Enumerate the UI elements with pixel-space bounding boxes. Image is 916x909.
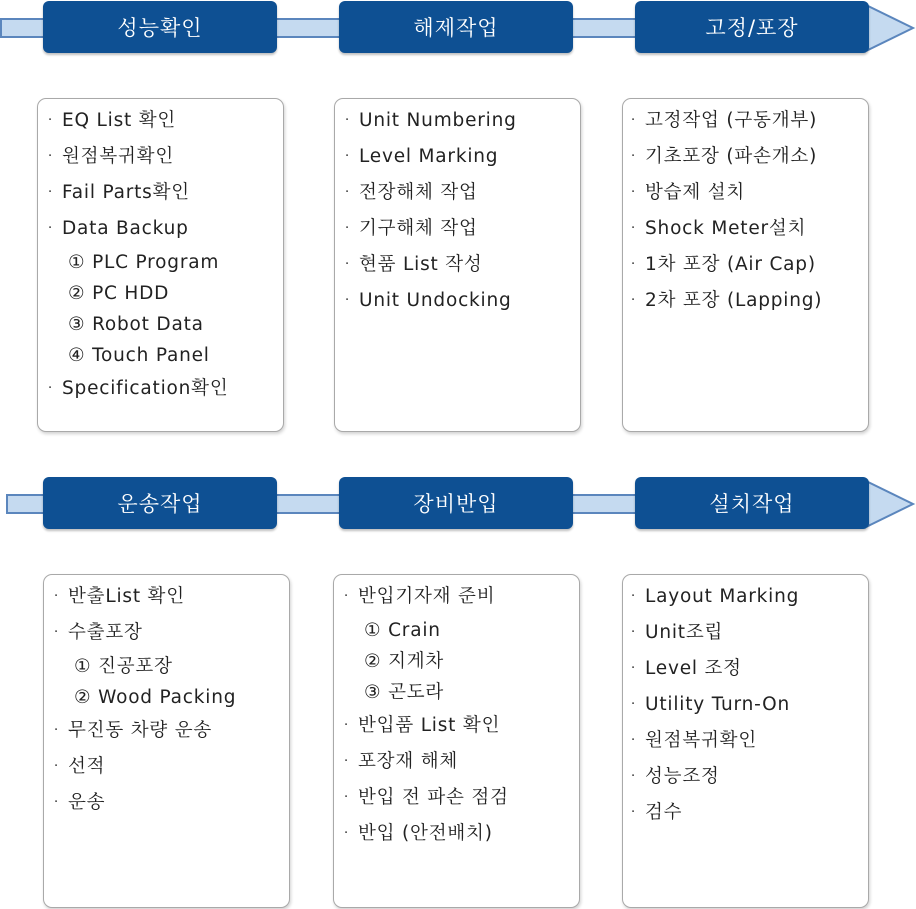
task-text: 방습제 설치 [645,182,746,203]
task-text: ④ Touch Panel [68,345,210,366]
task-item [48,211,283,247]
task-text: ③ 곤도라 [364,682,445,703]
task-text: 성능조정 [645,766,720,787]
task-text: 선적 [68,756,106,777]
task-list [631,103,868,319]
sub-task-item [54,651,289,682]
task-text: 전장해체 작업 [359,182,478,203]
task-item [344,816,579,852]
task-list [345,103,580,319]
sub-task-item [54,682,289,713]
task-text: 반입 (안전배치) [358,823,493,844]
task-item [48,103,283,139]
task-text: 2차 포장 (Lapping) [645,290,823,311]
task-text: 반출List 확인 [68,586,185,607]
task-item [344,579,579,615]
bullet-icon: · [345,293,350,308]
bullet-icon: · [345,221,350,236]
task-text: ① 진공포장 [74,656,173,677]
task-box-performance-check [37,98,284,432]
bullet-icon: · [631,805,636,820]
bullet-icon: · [631,625,636,640]
stage-performance-check: 성능확인 [43,1,277,53]
task-text: Level Marking [359,146,499,167]
task-item [631,759,868,795]
bullet-icon: · [631,221,636,236]
task-item [631,139,868,175]
task-box-equipment-carry-in [333,574,580,908]
task-text: ② PC HDD [68,283,170,304]
task-item [345,247,580,283]
bullet-icon: · [344,718,349,733]
sub-task-item [48,340,283,371]
bullet-icon: · [48,185,53,200]
task-text: ② Wood Packing [74,687,237,708]
task-item [631,615,868,651]
task-item [48,175,283,211]
bullet-icon: · [631,257,636,272]
bullet-icon: · [345,149,350,164]
task-text: 반입기자재 준비 [358,586,496,607]
task-box-installation [622,574,869,908]
task-text: Unit Undocking [359,290,512,311]
task-item [54,785,289,821]
task-text: Fail Parts확인 [62,182,190,203]
task-list [54,579,289,821]
bullet-icon: · [631,697,636,712]
task-text: Unit Numbering [359,110,517,131]
task-item [344,780,579,816]
task-text: Unit조립 [645,622,724,643]
bullet-icon: · [54,759,59,774]
task-text: 1차 포장 (Air Cap) [645,254,816,275]
stage-dismantling: 해제작업 [339,1,573,53]
bullet-icon: · [631,733,636,748]
stage-equipment-carry-in: 장비반입 [339,477,573,529]
task-item [54,579,289,615]
task-text: 반입 전 파손 점검 [358,787,509,808]
task-item [631,283,868,319]
bullet-icon: · [344,790,349,805]
task-text: 기구해체 작업 [359,218,478,239]
task-text: Shock Meter설치 [645,218,807,239]
stage-fixing-packing: 고정/포장 [635,1,869,53]
task-item [631,175,868,211]
sub-task-item [344,646,579,677]
bullet-icon: · [48,381,53,396]
bullet-icon: · [48,113,53,128]
task-text: 반입품 List 확인 [358,715,501,736]
task-item [631,247,868,283]
task-text: 포장재 해체 [358,751,459,772]
task-text: EQ List 확인 [62,110,177,131]
sub-task-item [48,278,283,309]
task-text: ① PLC Program [68,252,220,273]
task-text: 검수 [645,802,683,823]
task-text: 무진동 차량 운송 [68,720,213,741]
task-box-fixing-packing [622,98,869,432]
sub-task-item [344,615,579,646]
sub-task-item [344,677,579,708]
task-text: ② 지게차 [364,651,445,672]
bullet-icon: · [631,113,636,128]
bullet-icon: · [345,113,350,128]
task-text: Data Backup [62,218,189,239]
task-item [345,139,580,175]
sub-task-item [48,309,283,340]
bullet-icon: · [344,589,349,604]
task-item [54,713,289,749]
task-list [48,103,283,407]
bullet-icon: · [631,149,636,164]
bullet-icon: · [345,257,350,272]
task-list [344,579,579,852]
sub-task-item [48,247,283,278]
stage-transport: 운송작업 [43,477,277,529]
bullet-icon: · [54,589,59,604]
bullet-icon: · [631,661,636,676]
task-item [48,371,283,407]
task-list [631,579,868,831]
task-text: 원점복귀확인 [645,730,758,751]
task-item [631,651,868,687]
task-box-dismantling [334,98,581,432]
bullet-icon: · [631,185,636,200]
task-item [631,103,868,139]
task-text: Utility Turn-On [645,694,790,715]
bullet-icon: · [631,293,636,308]
task-text: 원점복귀확인 [62,146,175,167]
bullet-icon: · [344,754,349,769]
task-text: Specification확인 [62,378,229,399]
task-item [48,139,283,175]
task-text: ③ Robot Data [68,314,204,335]
bullet-icon: · [344,826,349,841]
task-box-transport [43,574,290,908]
task-item [54,615,289,651]
task-text: 운송 [68,792,106,813]
task-item [54,749,289,785]
stage-installation: 설치작업 [635,477,869,529]
task-text: 기초포장 (파손개소) [645,146,818,167]
task-text: Layout Marking [645,586,800,607]
bullet-icon: · [54,723,59,738]
bullet-icon: · [631,589,636,604]
task-item [345,283,580,319]
task-text: 고정작업 (구동개부) [645,110,818,131]
task-item [345,103,580,139]
task-item [631,795,868,831]
task-item [344,708,579,744]
bullet-icon: · [48,149,53,164]
task-item [631,723,868,759]
task-item [631,211,868,247]
task-text: 현품 List 작성 [359,254,483,275]
bullet-icon: · [345,185,350,200]
bullet-icon: · [48,221,53,236]
task-text: 수출포장 [68,622,143,643]
bullet-icon: · [54,795,59,810]
task-text: ① Crain [364,620,441,641]
task-item [345,175,580,211]
task-item [344,744,579,780]
task-item [631,687,868,723]
bullet-icon: · [54,625,59,640]
task-text: Level 조정 [645,658,742,679]
task-item [345,211,580,247]
task-item [631,579,868,615]
bullet-icon: · [631,769,636,784]
